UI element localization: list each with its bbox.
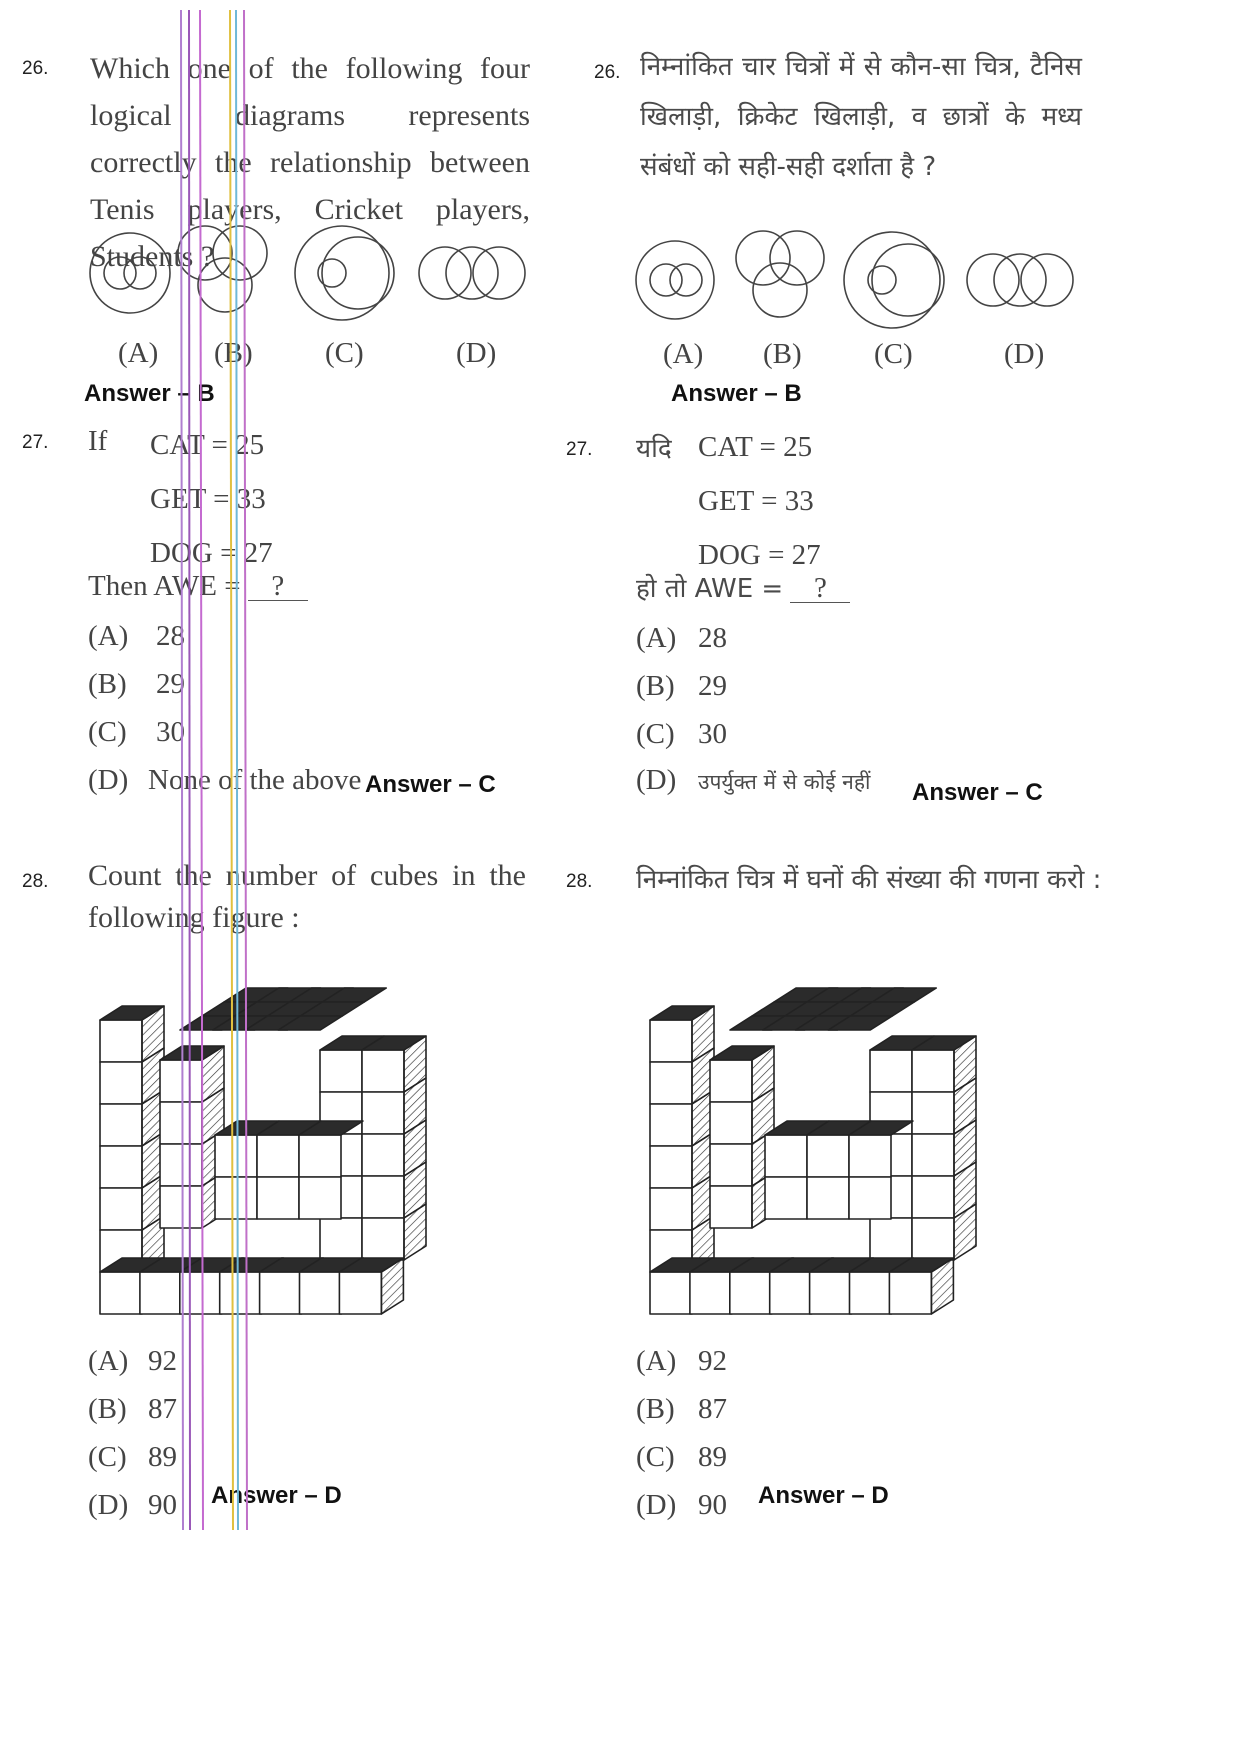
q28-option-d-en: (D) 90 [88,1489,177,1521]
q26-label-c-hi: (C) [874,338,913,370]
q27-option-b-en: (B) 29 [88,668,185,700]
q26-text-hi: निम्नांकित चार चित्रों में से कौन-सा चित्र, टैनिस खिलाड़ी, क्रिकेट खिलाड़ी, व छात्रों के मध्य संबंधों को सही-सही दर्शाता है ? [640,52,1082,182]
q26-answer-en: Answer – B [84,380,215,407]
q27-eq-cat-hi: CAT = 25 [698,431,813,463]
q27-eq-get-en: GET = 33 [150,483,266,515]
q26-label-b-hi: (B) [763,338,802,370]
q28-answer-hi: Answer – D [758,1482,889,1509]
q27-answer-hi: Answer – C [912,779,1043,806]
q27-blank-en: ? [248,572,308,601]
q28-option-a-en: (A) 92 [88,1345,177,1377]
q28-option-d-hi: (D) 90 [636,1489,727,1521]
q27-eq-dog-hi: DOG = 27 [698,539,821,571]
q27-number-hi: 27. [566,439,593,460]
q26-number-hi: 26. [594,62,621,83]
q27-then-text-hi: हो तो AWE = [636,574,784,604]
q26-label-b-en: (B) [214,337,253,369]
q27-option-d-hi: (D) उपर्युक्त में से कोई नहीं [636,764,871,796]
q28-option-a-hi: (A) 92 [636,1345,727,1377]
q28-number-hi: 28. [566,871,593,892]
q27-eq-dog-en: DOG = 27 [150,537,273,569]
q26-answer-hi: Answer – B [671,380,802,407]
q27-if-hi: यदि [636,434,672,464]
q27-eq-get-hi: GET = 33 [698,485,814,517]
q28-option-c-en: (C) 89 [88,1441,177,1473]
q26-label-a-hi: (A) [663,338,704,370]
q28-option-b-en: (B) 87 [88,1393,177,1425]
q26-label-d-en: (D) [456,337,497,369]
q27-if-en: If [88,425,108,457]
q27-eq-cat-en: CAT = 25 [150,429,265,461]
q28-text-hi: निम्नांकित चित्र में घनों की संख्या की गणना करो : [636,865,1102,895]
q27-number-en: 27. [22,432,49,453]
q28-option-c-hi: (C) 89 [636,1441,727,1473]
q27-option-d-en: (D) None of the above [88,764,362,796]
q28-text-en: Count the number of cubes in the following figure : [88,859,526,934]
q28-option-b-hi: (B) 87 [636,1393,727,1425]
q27-blank-hi: ? [790,574,850,603]
q27-option-c-en: (C) 30 [88,716,185,748]
q26-label-a-en: (A) [118,337,159,369]
q27-option-b-hi: (B) 29 [636,670,727,702]
q26-label-c-en: (C) [325,337,364,369]
q27-option-c-hi: (C) 30 [636,718,727,750]
q28-answer-en: Answer – D [211,1482,342,1509]
q26-label-d-hi: (D) [1004,338,1045,370]
q27-answer-en: Answer – C [365,771,496,798]
q27-then-text-en: Then AWE = [88,570,241,602]
q26-number-en: 26. [22,58,49,79]
q27-option-a-hi: (A) 28 [636,622,727,654]
q26-text-en: Which one of the following four logical diagrams represents correctly the relationship between Tenis players, Cricket players, Students ? [90,52,530,273]
q27-option-a-en: (A) 28 [88,620,185,652]
q28-number-en: 28. [22,871,49,892]
